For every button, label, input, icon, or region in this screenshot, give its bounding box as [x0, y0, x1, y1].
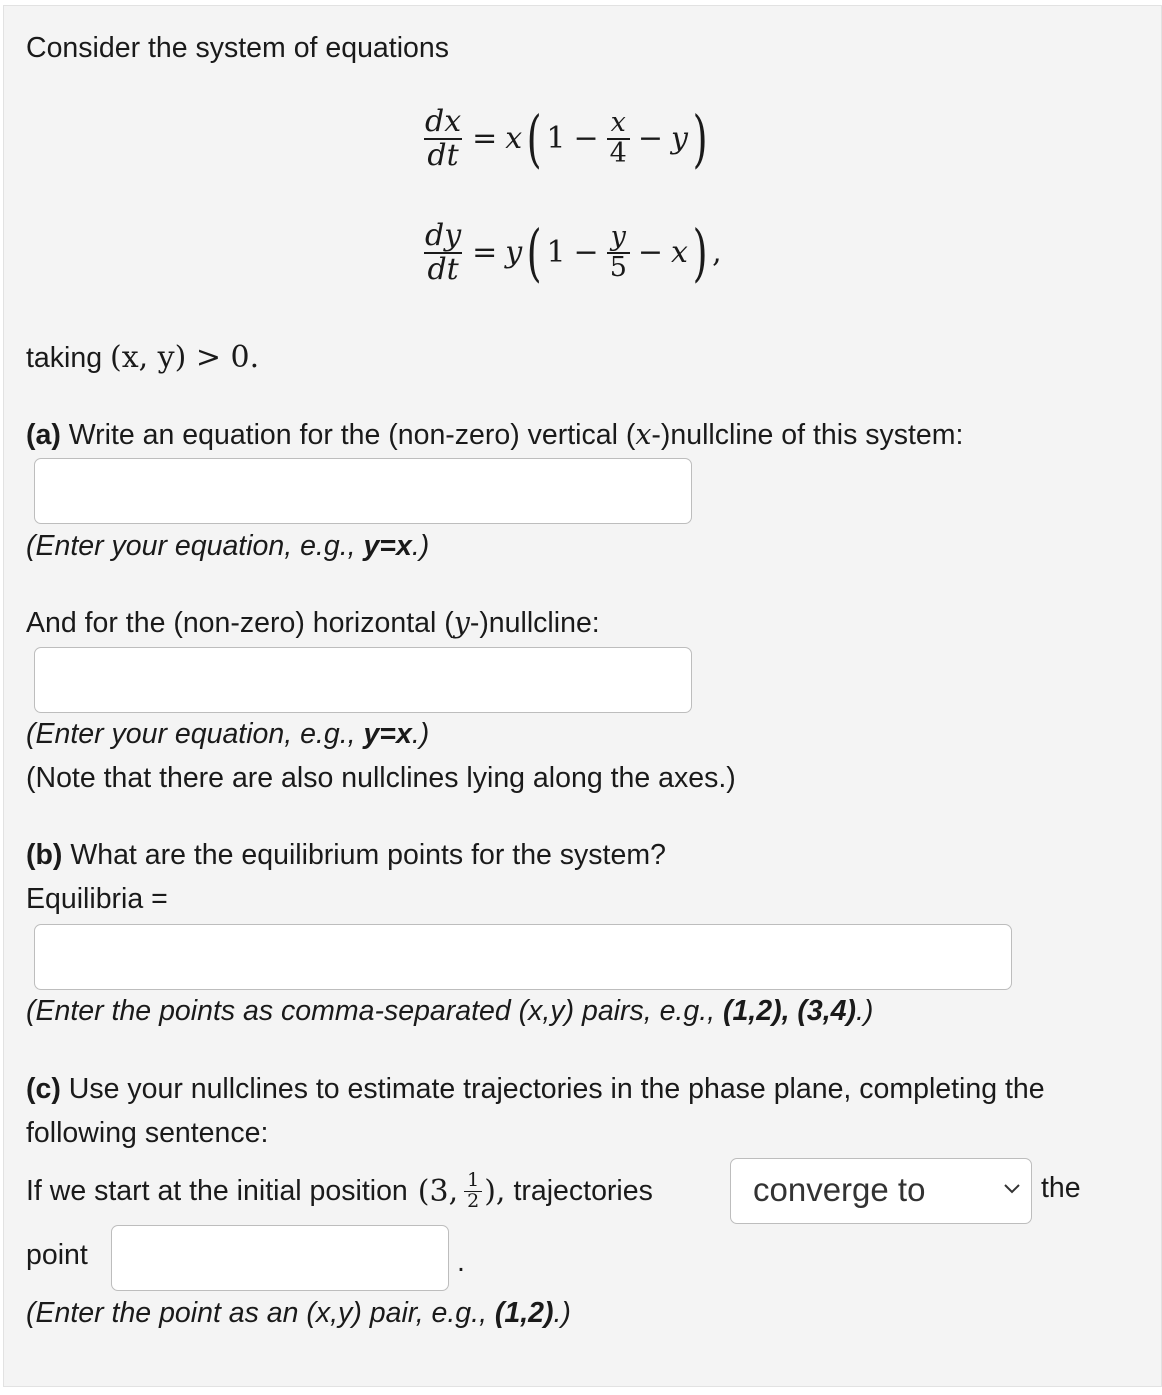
problem-panel [3, 5, 1162, 1387]
equilibria-input[interactable] [34, 924, 1012, 990]
taking-line: taking (x, y) > 0. [26, 340, 260, 375]
part-c-prompt-line2: following sentence: [26, 1117, 269, 1149]
point-input[interactable] [111, 1225, 449, 1291]
chevron-down-icon [1003, 1183, 1021, 1195]
point-hint: (Enter the point as an (x,y) pair, e.g., (1,2).) [26, 1297, 571, 1329]
one-half-fraction: $\frac{1}{2}$ [464, 1171, 482, 1212]
part-c-prompt: (c) Use your nullclines to estimate trajectories in the phase plane, completing the [26, 1073, 1045, 1105]
trajectory-behavior-select[interactable]: converge to [730, 1158, 1032, 1224]
horizontal-nullcline-input[interactable] [34, 647, 692, 713]
equation-dy: $\frac{dy}{dt}$ = y ( 1 − $\frac{y}{5}$ − x ) , [422, 220, 722, 285]
equilibria-label: Equilibria = [26, 883, 168, 915]
positivity-condition: (x, y) > 0. [109, 340, 260, 375]
equilibria-hint: (Enter the points as comma-separated (x,y) pairs, e.g., (1,2), (3,4).) [26, 995, 874, 1027]
initial-position-sentence: If we start at the initial position (3, $\frac{1}{2}$ ), trajectories [26, 1168, 653, 1212]
x-over-4-fraction: $\frac{x}{4}$ [607, 109, 630, 168]
vertical-nullcline-input[interactable] [34, 458, 692, 524]
y-over-5-fraction: $\frac{y}{5}$ [607, 223, 630, 282]
horizontal-nullcline-hint: (Enter your equation, e.g., y=x.) [26, 718, 430, 750]
axes-note: (Note that there are also nullclines lying along the axes.) [26, 762, 736, 794]
intro-text: Consider the system of equations [26, 32, 449, 64]
part-a-prompt: (a) Write an equation for the (non-zero) vertical (x-)nullcline of this system: [26, 418, 964, 451]
dy-dt-fraction: $\frac{dy}{dt}$ [425, 218, 462, 287]
equation-dx: $\frac{dx}{dt}$ = x ( 1 − $\frac{x}{4}$ − y ) [422, 106, 712, 171]
the-text: the [1041, 1172, 1081, 1204]
part-b-prompt: (b) What are the equilibrium points for the system? [26, 839, 666, 871]
vertical-nullcline-hint: (Enter your equation, e.g., y=x.) [26, 530, 430, 562]
point-period: . [457, 1246, 465, 1278]
part-a-prompt-2: And for the (non-zero) horizontal (y-)nullcline: [26, 606, 600, 639]
point-label: point [26, 1239, 88, 1271]
dx-dt-fraction: $\frac{dx}{dt}$ [425, 104, 462, 173]
